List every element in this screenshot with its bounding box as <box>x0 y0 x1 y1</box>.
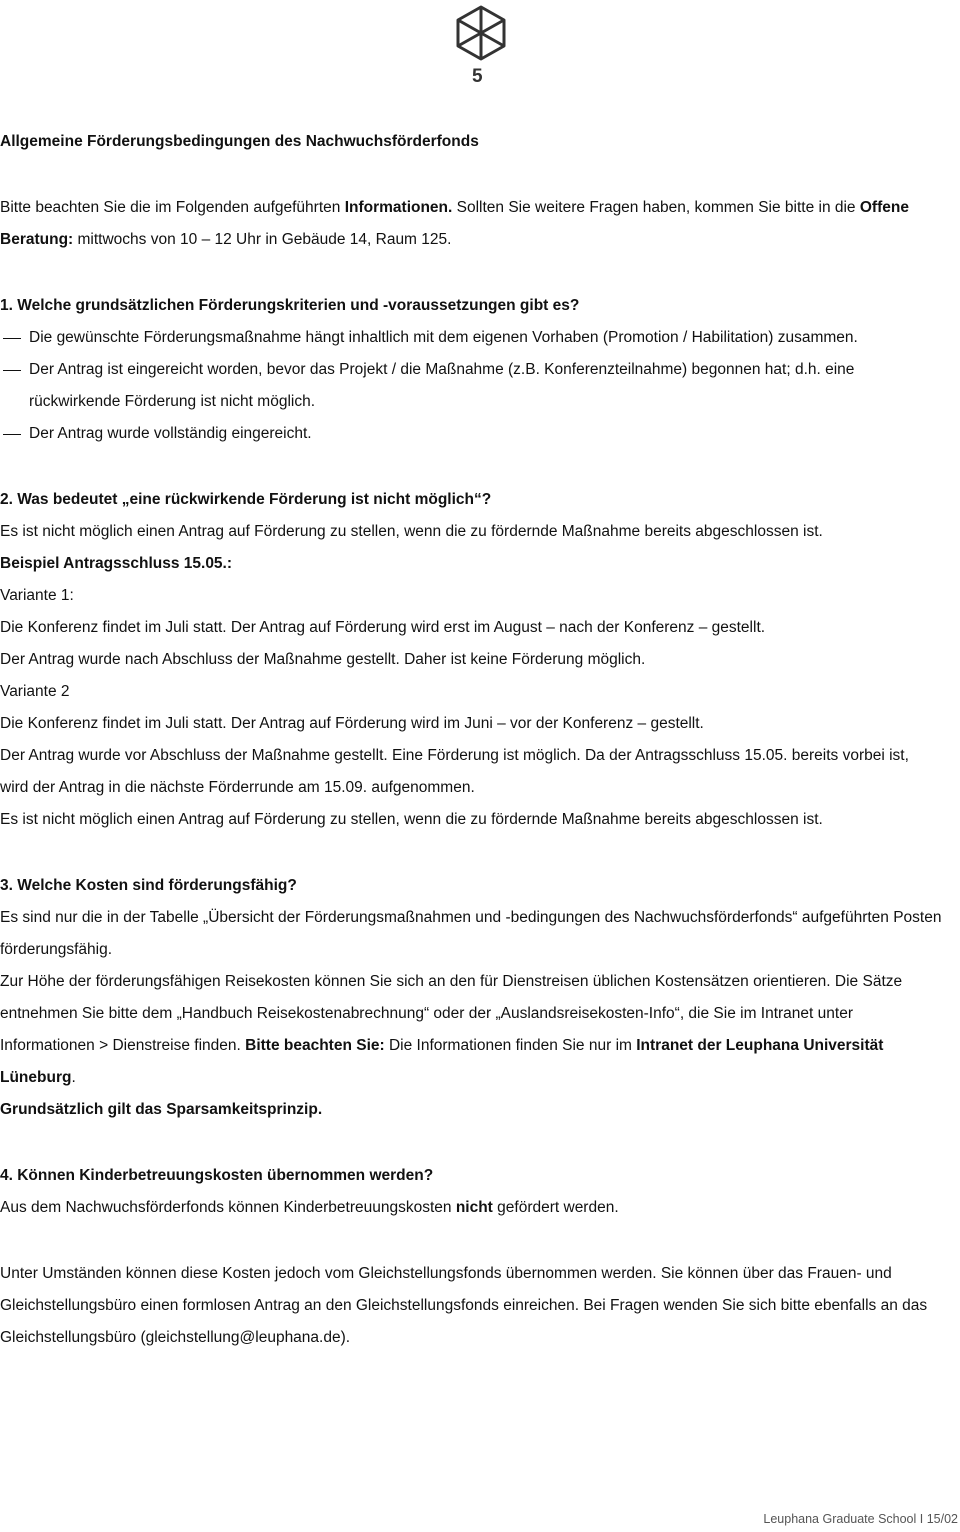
intro-text-2: Sollten Sie weitere Fragen haben, kommen Sie bitte in die <box>452 199 860 216</box>
page-footer: Leuphana Graduate School I 15/02 <box>763 1512 958 1526</box>
list-item-text: Der Antrag wurde vollständig eingereicht. <box>29 425 312 442</box>
intro-bold-1: Informationen. <box>344 199 453 216</box>
intro-paragraph <box>0 192 955 256</box>
section-4-bold: nicht <box>455 1199 493 1216</box>
section-3-paragraph-2 <box>0 966 945 1094</box>
document-title: Allgemeine Förderungsbedingungen des Nachwuchsförderfonds <box>0 133 479 150</box>
hexagon-cube-logo-icon <box>454 4 508 62</box>
list-item-text: Die gewünschte Förderungsmaßnahme hängt inhaltlich mit dem eigenen Vorhaben (Promotion / Habilitation) zusammen. <box>29 329 858 346</box>
list-item-text: Der Antrag ist eingereicht worden, bevor das Projekt / die Maßnahme (z.B. Konferenzteilnahme) begonnen hat; d.h. eine rückwirkende Förderung ist nicht möglich. <box>29 361 855 410</box>
section-2-heading: 2. Was bedeutet „eine rückwirkende Förderung ist nicht möglich“? <box>0 491 492 508</box>
variant-1-title: Variante 1: <box>0 587 74 604</box>
section-1-heading: 1. Welche grundsätzlichen Förderungskriterien und -voraussetzungen gibt es? <box>0 297 580 314</box>
section-4-paragraph-1 <box>0 1192 958 1224</box>
section-2-text-repeat: Es ist nicht möglich einen Antrag auf Förderung zu stellen, wenn die zu fördernde Maßnahme bereits abgeschlossen ist. <box>0 811 823 828</box>
section-2-text: Es ist nicht möglich einen Antrag auf Förderung zu stellen, wenn die zu fördernde Maßnahme bereits abgeschlossen ist. <box>0 523 823 540</box>
section-3-text-a: Zur Höhe der förderungsfähigen Reisekosten können Sie sich an den für Dienstreisen üblichen Kostensätzen orientieren. Die Sätze entnehmen Sie bitte dem „Handbuch Reisekostenabrechnung“ oder der „Auslandsreisekosten-Info“, die Sie im Intranet unter Informationen > Dienstreise finden. <box>0 973 903 1054</box>
intro-text-3: mittwochs von 10 – 12 Uhr in Gebäude 14, Raum 125. <box>73 231 452 248</box>
section-3-text-c: Die Informationen finden Sie nur im <box>384 1037 637 1054</box>
section-3-paragraph-1: Es sind nur die in der Tabelle „Übersicht der Förderungsmaßnahmen und -bedingungen des Nachwuchsförderfonds“ aufgeführten Posten förderungsfähig. <box>0 909 942 958</box>
section-4-text-a: Aus dem Nachwuchsförderfonds können Kinderbetreuungskosten <box>0 1199 456 1216</box>
intro-text-1: Bitte beachten Sie die im Folgenden aufgeführten <box>0 199 345 216</box>
variant-2-text-a: Die Konferenz findet im Juli statt. Der Antrag auf Förderung wird im Juni – vor der Konferenz – gestellt. <box>0 715 704 732</box>
list-item <box>0 322 958 354</box>
variant-2-title: Variante 2 <box>0 683 70 700</box>
page-number: 5 <box>472 66 483 87</box>
intro-bold-2: Offene Beratung: <box>0 199 909 248</box>
example-label: Beispiel Antragsschluss 15.05.: <box>0 555 233 572</box>
variant-1-text-a: Die Konferenz findet im Juli statt. Der Antrag auf Förderung wird erst im August – nach der Konferenz – gestellt. <box>0 619 766 636</box>
section-3-bold-intranet: Intranet der Leuphana Universität Lüneburg <box>0 1037 884 1086</box>
section-4-text-c: gefördert werden. <box>492 1199 619 1216</box>
section-4-heading: 4. Können Kinderbetreuungskosten übernommen werden? <box>0 1167 434 1184</box>
section-3-bold-note: Bitte beachten Sie: <box>245 1037 385 1054</box>
dash-bullet <box>3 434 21 435</box>
variant-1-text-b: Der Antrag wurde nach Abschluss der Maßnahme gestellt. Daher ist keine Förderung möglich. <box>0 651 646 668</box>
list-item <box>0 354 900 418</box>
variant-2-text-b: Der Antrag wurde vor Abschluss der Maßnahme gestellt. Eine Förderung ist möglich. Da der Antragsschluss 15.05. bereits vorbei ist, wird der Antrag in die nächste Förderrunde am 15.09. aufgenommen. <box>0 747 909 796</box>
document-body <box>0 126 958 1354</box>
list-item <box>0 418 958 450</box>
section-3-heading: 3. Welche Kosten sind förderungsfähig? <box>0 877 297 894</box>
section-4-paragraph-2: Unter Umständen können diese Kosten jedoch vom Gleichstellungsfonds übernommen werden. Sie können über das Frauen- und Gleichstellungsbüro einen formlosen Antrag an den Gleichstellungsfonds einreichen. Bei Fragen wenden Sie sich bitte ebenfalls an das Gleichstellungsbüro (gleichstellung@leuphana.de). <box>0 1265 928 1346</box>
dash-bullet <box>3 338 21 339</box>
dash-bullet <box>3 370 21 371</box>
section-3-principle: Grundsätzlich gilt das Sparsamkeitsprinzip. <box>0 1101 323 1118</box>
section-3-text-e: . <box>71 1069 76 1086</box>
